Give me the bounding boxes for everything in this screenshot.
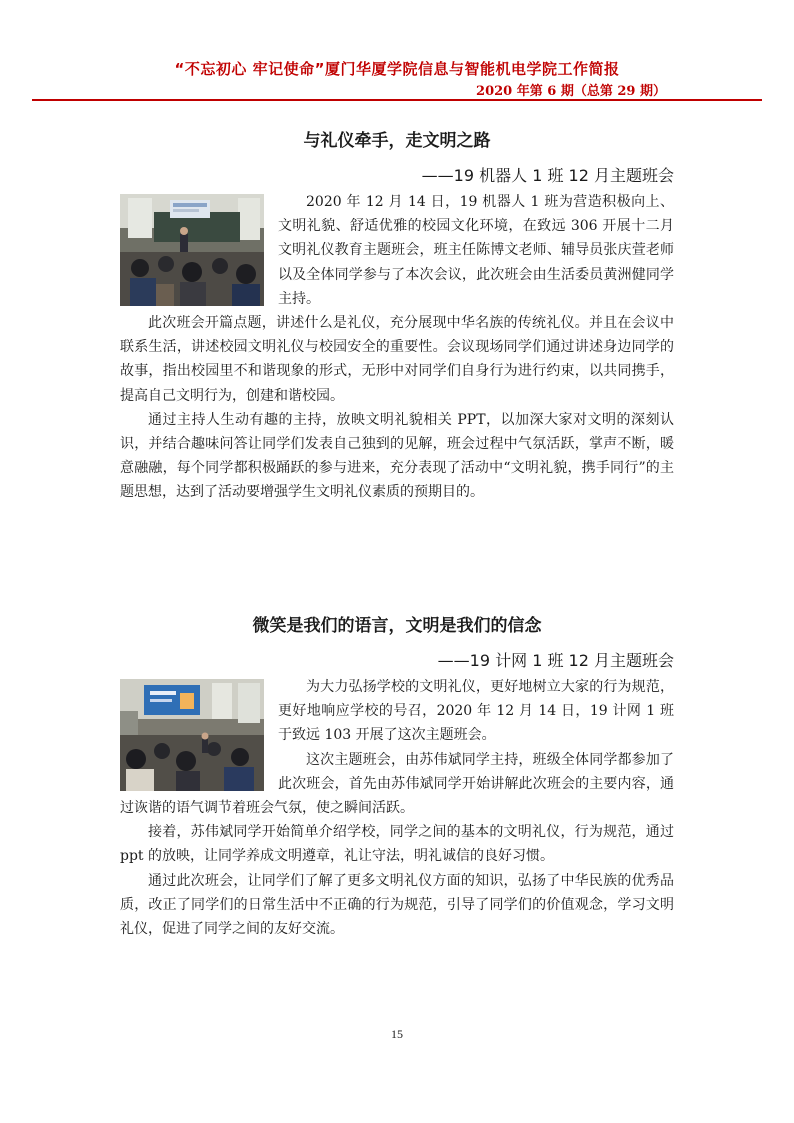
paragraph: 为大力弘扬学校的文明礼仪，更好地树立大家的行为规范，更好地响应学校的号召，2020 年 12 月 14 日，19 计网 1 班于致远 103 开展了这次主题班会。 bbox=[278, 679, 674, 744]
article-body bbox=[120, 675, 674, 941]
header-divider bbox=[32, 99, 762, 101]
article-1 bbox=[120, 126, 674, 505]
paragraph: 2020 年 12 月 14 日，19 机器人 1 班为营造积极向上、文明礼貌、舒适优雅的校园文化环境，在致远 306 开展十二月文明礼仪教育主题班会，班主任陈博文老师、辅导员张庆萱老师以及全体同学参与了本次会议，此次班会由生活委员黄洲健同学主持。 bbox=[278, 194, 674, 307]
paragraph: 接着，苏伟斌同学开始简单介绍学校，同学之间的基本的文明礼仪，行为规范，通过 ppt 的放映，让同学养成文明遵章，礼让守法，明礼诚信的良好习惯。 bbox=[120, 824, 674, 865]
paragraph: 此次班会开篇点题，讲述什么是礼仪，充分展现中华名族的传统礼仪。并且在会议中联系生活，讲述校园文明礼仪与校园安全的重要性。会议现场同学们通过讲述身边同学的故事，指出校园里不和谐现象的形式，无形中对同学们自身行为进行约束，以共同携手，提高自己文明行为，创建和谐校园。 bbox=[120, 315, 674, 404]
article-title: 微笑是我们的语言，文明是我们的信念 bbox=[252, 616, 542, 636]
article-title: 与礼仪牵手，走文明之路 bbox=[303, 131, 491, 151]
article-body bbox=[120, 190, 674, 505]
classroom-photo bbox=[120, 194, 264, 306]
paragraph: 通过此次班会，让同学们了解了更多文明礼仪方面的知识，弘扬了中华民族的优秀品质，改正了同学们的日常生活中不正确的行为规范，引导了同学们的价值观念，学习文明礼仪，促进了同学之间的友好交流。 bbox=[120, 872, 674, 938]
paragraph: 通过主持人生动有趣的主持，放映文明礼貌相关 PPT，以加深大家对文明的深刻认识，并结合趣味问答让同学们发表自己独到的见解，班会过程中气氛活跃，掌声不断，暖意融融，每个同学都积极踊跃的参与进来，充分表现了活动中“文明礼貌，携手同行”的主题思想，达到了活动要增强学生文明礼仪素质的预期目的。 bbox=[120, 411, 674, 501]
page-number: 15 bbox=[391, 1027, 403, 1041]
header-title: “不忘初心 牢记使命”厦门华厦学院信息与智能机电学院工作简报 bbox=[174, 60, 620, 78]
issue-number: 2020 年第 6 期（总第 29 期） bbox=[476, 84, 666, 99]
paragraph: 这次主题班会，由苏伟斌同学主持，班级全体同学都参加了此次班会，首先由苏伟斌同学开始讲解此次班会的主要内容，通过诙谐的语气调节着班会气氛，使之瞬间活跃。 bbox=[120, 751, 674, 817]
article-subtitle: ——19 计网 1 班 12 月主题班会 bbox=[437, 651, 674, 670]
article-subtitle: ——19 机器人 1 班 12 月主题班会 bbox=[421, 166, 674, 185]
classroom-photo bbox=[120, 679, 264, 791]
article-2 bbox=[120, 611, 674, 941]
